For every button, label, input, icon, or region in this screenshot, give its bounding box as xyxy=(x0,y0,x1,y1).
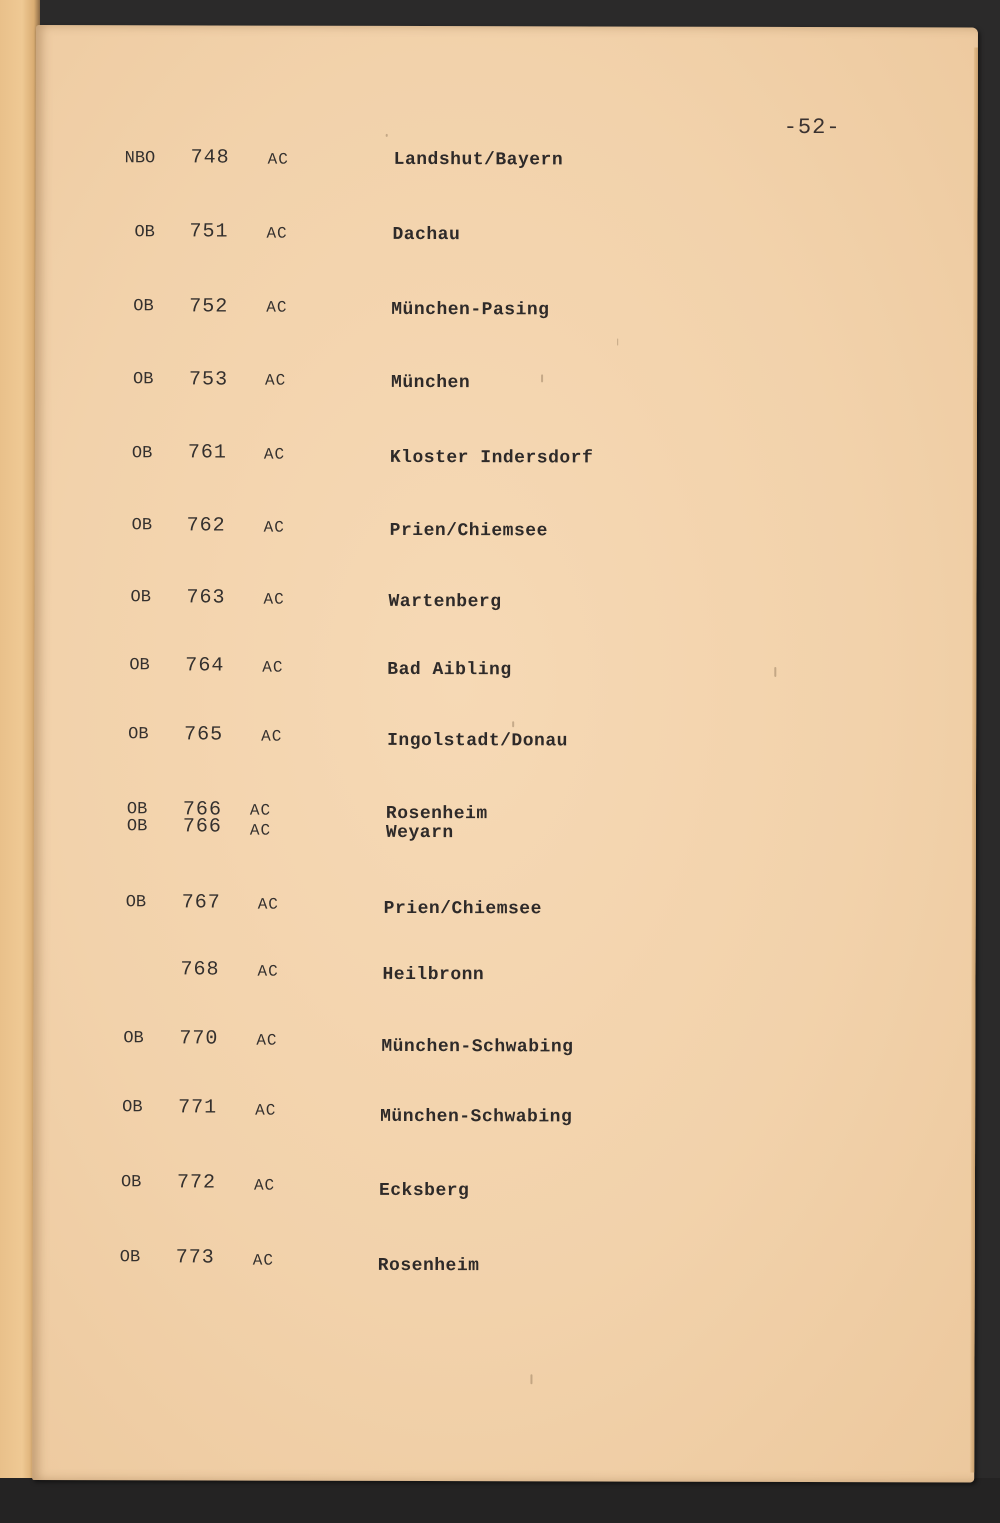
region-code: OB xyxy=(129,656,150,676)
entry-number: 752 xyxy=(189,295,229,319)
place-name: Rosenheim xyxy=(385,803,488,825)
entry-number: 765 xyxy=(184,723,224,747)
paper-speck xyxy=(541,374,543,382)
document-page xyxy=(32,25,978,1482)
place-name: Bad Aibling xyxy=(387,659,512,681)
place-name: München-Schwabing xyxy=(380,1106,573,1128)
entry-number: 767 xyxy=(181,891,221,915)
region-code: OB xyxy=(122,1098,143,1118)
entry-type: AC xyxy=(249,821,272,840)
entry-number: 766 xyxy=(182,798,222,822)
place-name: Ecksberg xyxy=(378,1180,470,1202)
entry-number: 771 xyxy=(178,1096,218,1120)
place-name: Wartenberg xyxy=(388,591,502,613)
entry-type: AC xyxy=(263,590,285,609)
place-name: Rosenheim xyxy=(377,1255,480,1277)
entry-type: AC xyxy=(266,298,288,317)
entry-type: AC xyxy=(261,727,283,746)
region-code: OB xyxy=(119,1248,141,1268)
region-code: OB xyxy=(123,1029,144,1049)
entry-number: 751 xyxy=(189,220,229,244)
entry-type: AC xyxy=(262,658,284,677)
entry-number: 764 xyxy=(185,654,225,678)
region-code: OB xyxy=(131,516,153,536)
page-number: -52- xyxy=(783,114,841,141)
entry-type: AC xyxy=(255,1101,277,1120)
region-code: OB xyxy=(131,444,153,464)
paper-speck xyxy=(617,339,618,346)
entry-number: 773 xyxy=(175,1246,215,1270)
region-code: OB xyxy=(130,588,151,608)
entry-number: 770 xyxy=(179,1027,219,1051)
entry-type: AC xyxy=(263,445,286,464)
place-name: Ingolstadt/Donau xyxy=(387,730,568,752)
place-name: Heilbronn xyxy=(382,964,485,986)
entry-type: AC xyxy=(257,962,279,981)
entry-type: AC xyxy=(249,801,272,820)
entry-number: 772 xyxy=(176,1171,217,1195)
entry-type: AC xyxy=(265,371,287,390)
region-code: OB xyxy=(133,297,154,317)
entry-type: AC xyxy=(267,150,289,169)
region-code: OB xyxy=(120,1173,142,1193)
region-code: OB xyxy=(125,893,147,913)
entry-number: 766 xyxy=(182,815,222,839)
entry-type: AC xyxy=(256,1031,278,1050)
page-edge xyxy=(970,47,978,1472)
place-name: Weyarn xyxy=(385,822,454,844)
region-code: OB xyxy=(128,725,149,745)
entry-type: AC xyxy=(257,895,279,914)
entry-type: AC xyxy=(252,1251,274,1270)
paper-speck xyxy=(386,134,388,137)
entry-number: 761 xyxy=(187,441,227,465)
place-name: Prien/Chiemsee xyxy=(389,520,548,542)
paper-speck xyxy=(774,667,776,677)
region-code: OB xyxy=(126,800,148,820)
region-code: OB xyxy=(126,817,148,837)
place-name: Kloster Indersdorf xyxy=(389,447,594,469)
place-name: München xyxy=(391,372,471,394)
place-name: Prien/Chiemsee xyxy=(383,898,542,920)
entry-number: 762 xyxy=(186,514,226,538)
scan-background-strip xyxy=(0,1478,1000,1523)
region-code: NBO xyxy=(124,149,156,169)
region-code: OB xyxy=(133,370,154,390)
entry-type: AC xyxy=(266,224,288,243)
place-name: Landshut/Bayern xyxy=(393,149,564,171)
entry-type: AC xyxy=(253,1176,276,1195)
entry-number: 768 xyxy=(180,958,220,982)
place-name: München-Schwabing xyxy=(381,1036,574,1058)
paper-speck xyxy=(512,721,514,727)
entry-number: 753 xyxy=(189,368,229,392)
entry-type: AC xyxy=(263,518,285,537)
entry-number: 748 xyxy=(190,146,230,170)
entry-number: 763 xyxy=(186,586,226,610)
place-name: Dachau xyxy=(392,224,461,246)
place-name: München-Pasing xyxy=(391,299,550,321)
entry-list xyxy=(36,25,978,1277)
paper-speck xyxy=(530,1374,532,1384)
region-code: OB xyxy=(134,223,155,243)
